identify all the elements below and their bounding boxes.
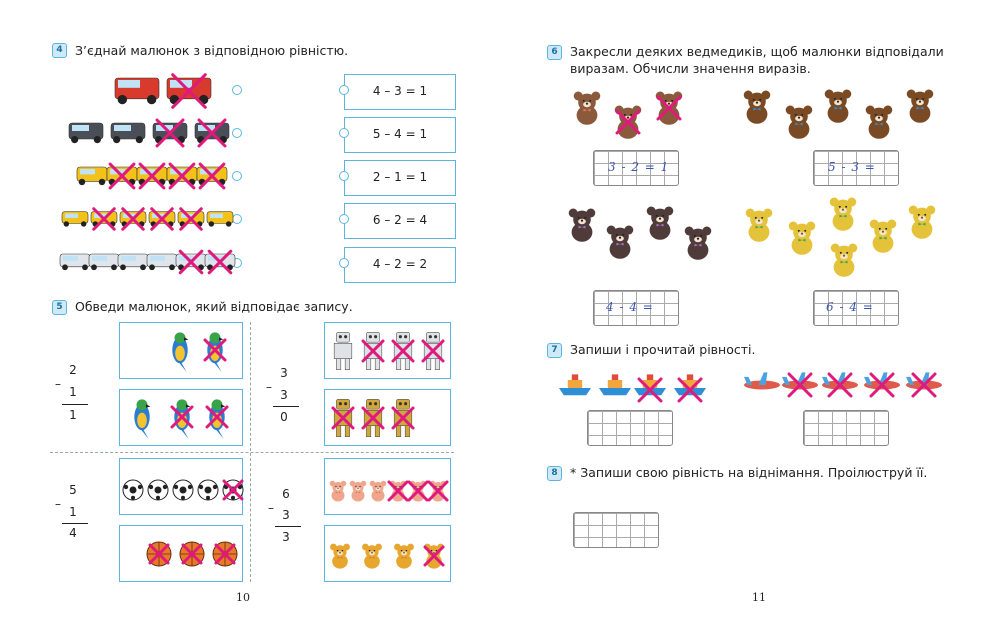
plane-icon [744, 372, 780, 389]
soccer-ball-icon [198, 480, 218, 500]
equation-box-1[interactable]: 4 – 3 = 1 [344, 74, 456, 110]
task-4-instruction: З’єднай малюнок з відповідною рівністю. [75, 43, 349, 58]
soccer-ball-icon [173, 480, 193, 500]
column-result: 3 [282, 530, 290, 544]
minus-sign: – [268, 501, 274, 515]
column-top-number: 6 [282, 487, 290, 501]
column-result: 1 [69, 408, 77, 422]
parrot-icon [134, 399, 150, 439]
vehicle-icon [77, 167, 107, 185]
task-number-5: 5 [52, 300, 67, 315]
dark-bear-icon [607, 226, 634, 259]
handwritten-expression: 5 - 3 = [828, 160, 876, 174]
column-top-number: 2 [69, 363, 77, 377]
column-top-number: 5 [69, 483, 77, 497]
robot-icon [334, 332, 352, 369]
soccer-ball-icon [123, 480, 143, 500]
brown-bear-icon [786, 106, 813, 139]
task-6-instruction-line1: Закресли деяких ведмедиків, щоб малюнки відповідали [570, 44, 944, 59]
boat-icon [599, 374, 631, 395]
yellow-bear-icon [394, 544, 414, 569]
handwritten-expression: 4 - 4 = [606, 300, 654, 314]
vehicle-icon [62, 212, 88, 227]
column-result: 4 [69, 526, 77, 540]
vehicle-icon [89, 254, 119, 270]
brown-bear-icon [866, 106, 893, 139]
equation-box-4[interactable]: 6 – 2 = 4 [344, 203, 456, 239]
column-subtrahend: 3 [282, 508, 290, 522]
vehicle-icon [115, 78, 159, 104]
handwritten-expression: 3 - 2 = 1 [608, 160, 670, 174]
minus-sign: – [266, 380, 272, 394]
vehicle-icon [60, 254, 90, 270]
vehicle-icon [118, 254, 148, 270]
brown-bear-icon [574, 92, 601, 125]
yellow-bear-icon [870, 220, 897, 253]
dark-bear-icon [685, 227, 712, 260]
page-number-left: 10 [236, 591, 250, 604]
column-result: 0 [280, 410, 288, 424]
pink-bear-icon [370, 481, 387, 502]
yellow-bear-icon [789, 222, 816, 255]
vehicle-icon [147, 254, 177, 270]
minus-sign: – [55, 377, 61, 391]
task-5-instruction: Обведи малюнок, який відповідає запису. [75, 299, 353, 314]
handwritten-expression: 6 - 4 = [826, 300, 874, 314]
vehicle-icon [111, 123, 145, 143]
equation-box-2[interactable]: 5 – 4 = 1 [344, 117, 456, 153]
yellow-bear-icon [362, 544, 382, 569]
yellow-bear-icon [909, 206, 936, 239]
brown-bear-icon [907, 90, 934, 123]
vehicle-icon [207, 212, 233, 227]
equation-box-3[interactable]: 2 – 1 = 1 [344, 160, 456, 196]
vehicle-icon [69, 123, 103, 143]
parrot-icon [172, 332, 188, 372]
yellow-bear-icon [830, 198, 857, 231]
column-top-number: 3 [280, 366, 288, 380]
column-subtrahend: 3 [280, 388, 288, 402]
task-number-7: 7 [547, 343, 562, 358]
task-6-instruction-line2: виразам. Обчисли значення виразів. [570, 61, 811, 76]
pink-bear-icon [350, 481, 367, 502]
minus-sign: – [55, 497, 61, 511]
boat-icon [559, 374, 591, 395]
pink-bear-icon [330, 481, 347, 502]
page-number-right: 11 [752, 591, 766, 604]
yellow-bear-icon [330, 544, 350, 569]
yellow-bear-icon [831, 244, 858, 277]
column-subtrahend: 1 [69, 385, 77, 399]
task-number-8: 8 [547, 466, 562, 481]
equation-box-5[interactable]: 4 – 2 = 2 [344, 247, 456, 283]
task-number-4: 4 [52, 43, 67, 58]
dark-bear-icon [569, 209, 596, 242]
soccer-ball-icon [148, 480, 168, 500]
task-8-instruction: * Запиши свою рівність на віднімання. Проілюструй її. [570, 465, 928, 480]
brown-bear-icon [825, 90, 852, 123]
dark-bear-icon [647, 207, 674, 240]
task-number-6: 6 [547, 45, 562, 60]
task-7-instruction: Запиши і прочитай рівності. [570, 342, 756, 357]
yellow-bear-icon [746, 209, 773, 242]
brown-bear-icon [744, 91, 771, 124]
column-subtrahend: 1 [69, 505, 77, 519]
